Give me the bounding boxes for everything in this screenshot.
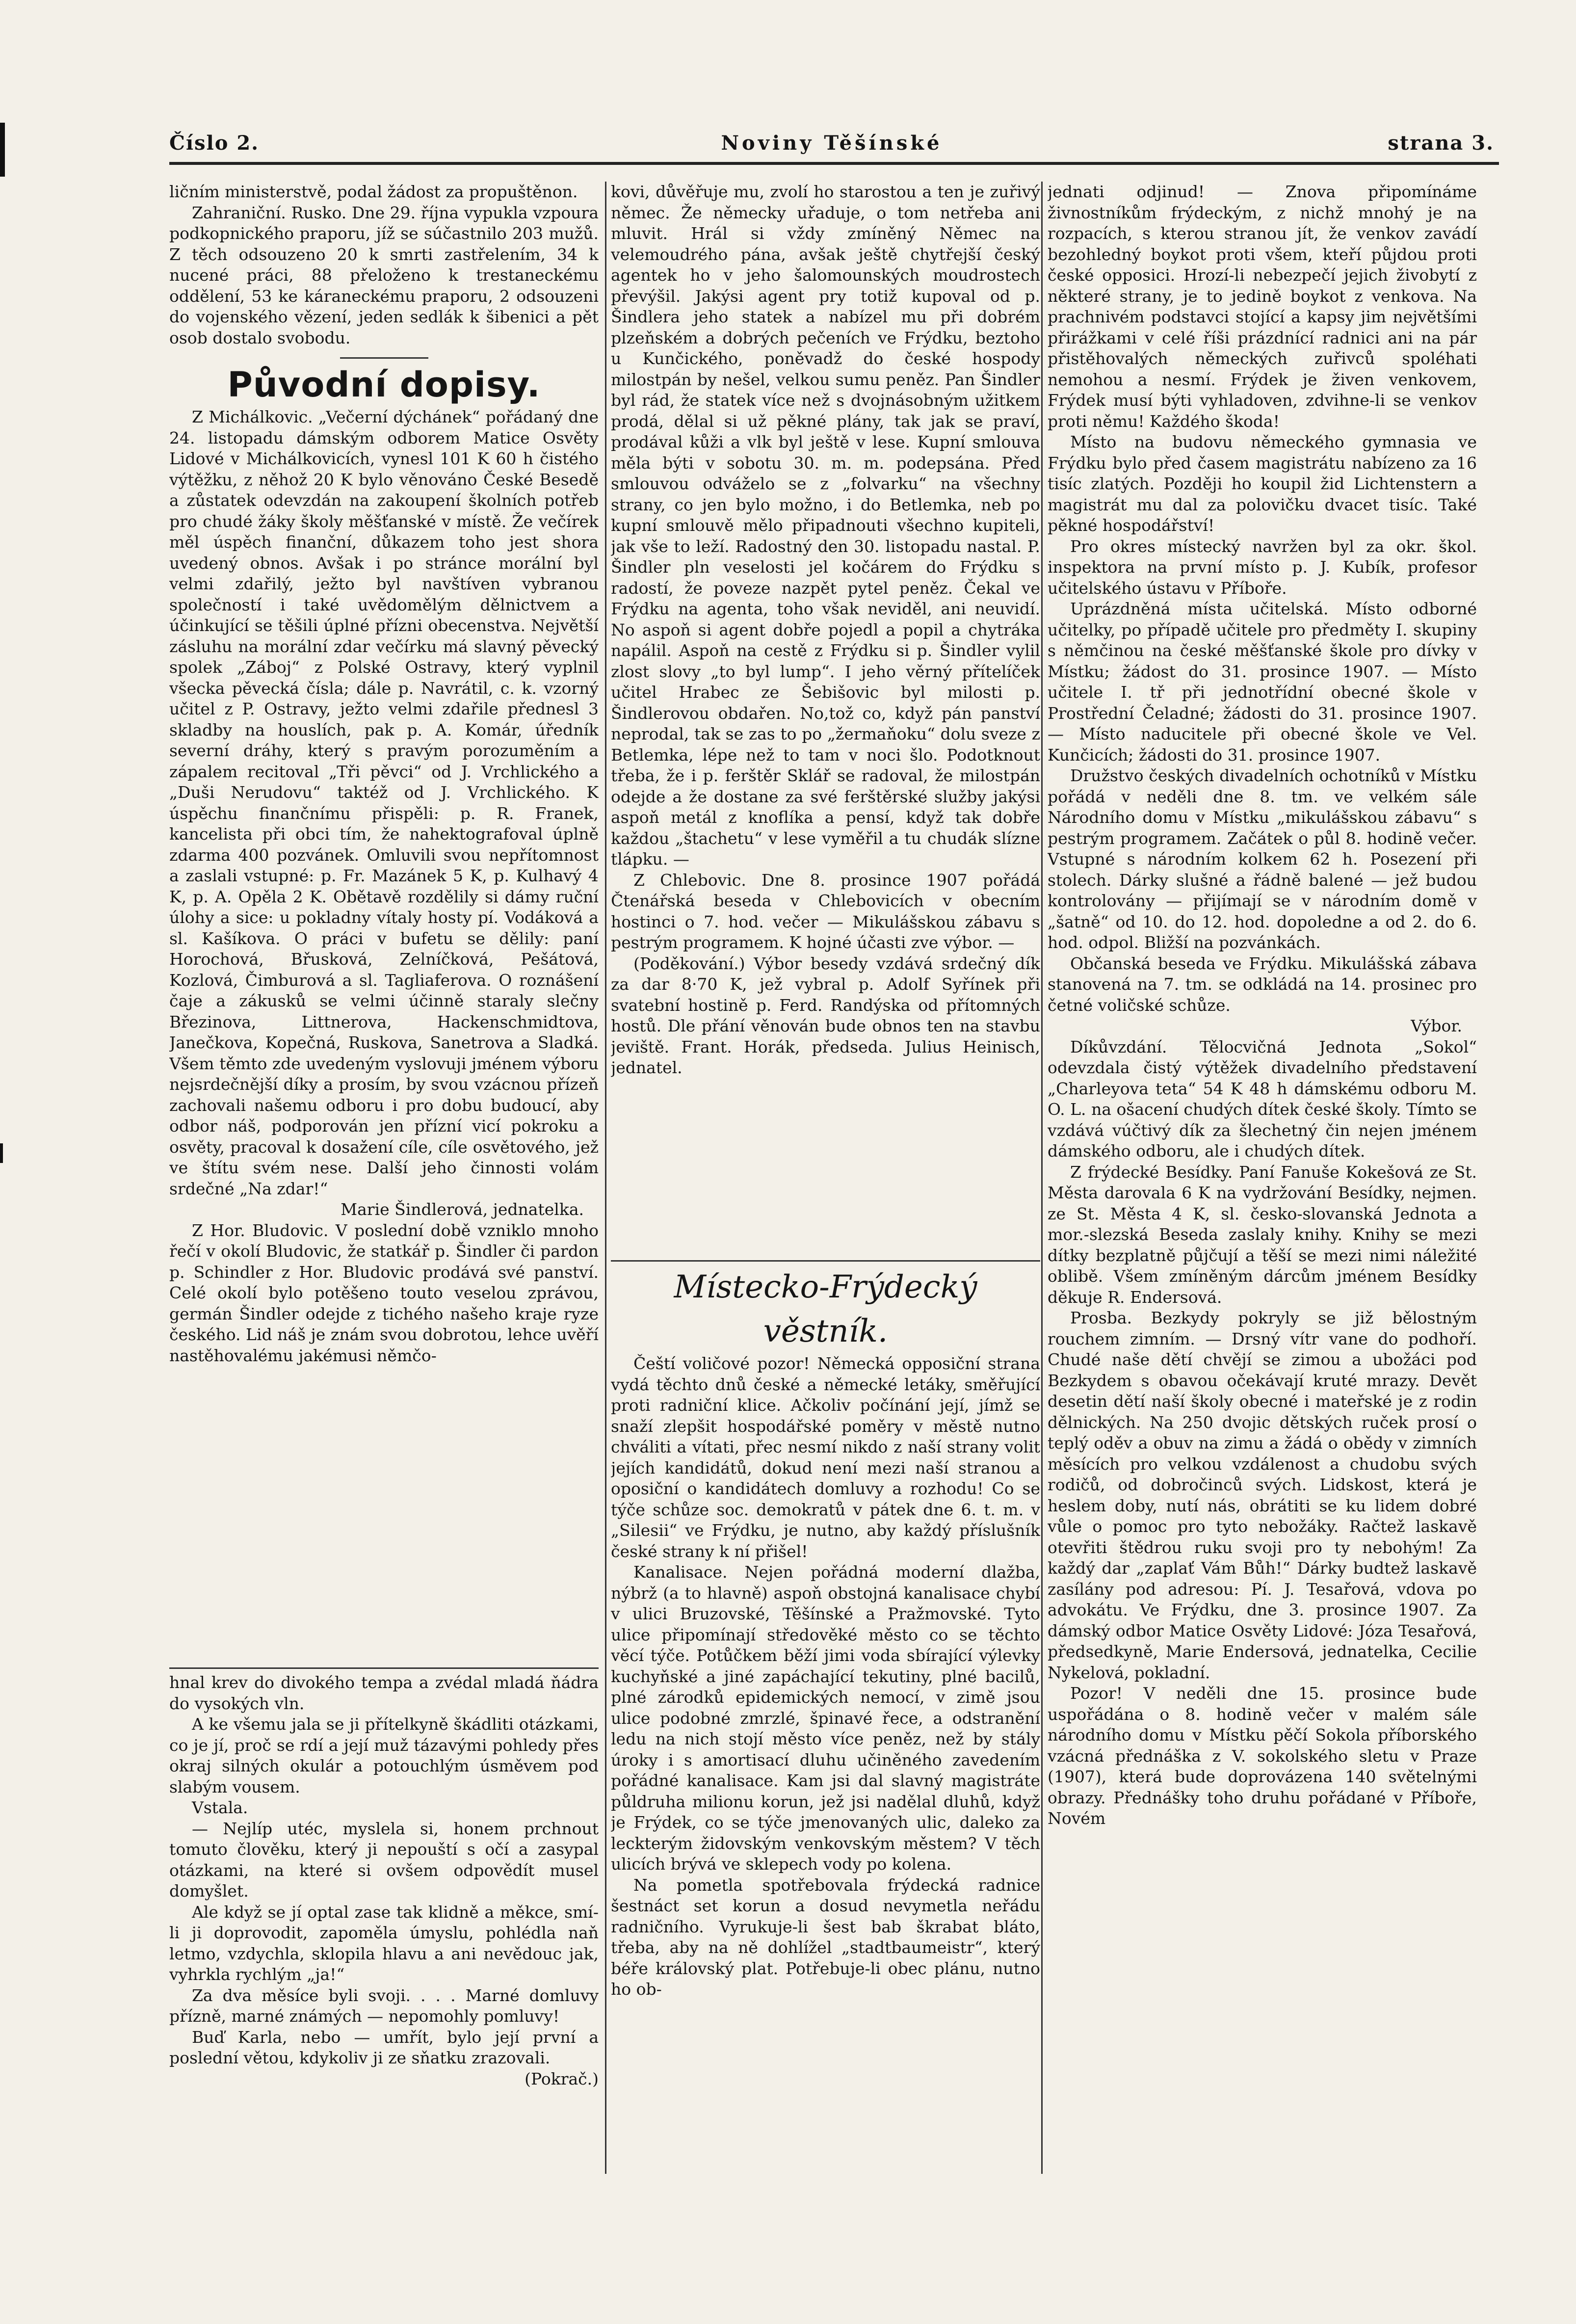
article-besidka: Z frýdecké Besídky. Paní Fanuše Kokešová ze St. Města darovala 6 K na vydržování Besídky, nejmen. ze St. Města 4 K, sl. česko-slovanská Jednota a mor.-slezská Beseda zaslaly knihy. Knihy se mezi dítky bezplatně půjčují a těší se mezi nimi náležité oblibě. Všem zmíněným dárcům jménem Besídky děkuje R. Endersová. — [1048, 1162, 1477, 1307]
article-plea: Prosba. Bezkydy pokryly se již bělostným rouchem zimním. — Drsný vítr vane do podhoří. Chudé naše dětí chvějí se zimou a ubožáci pod Bezkydem s obavou očekávají kruté mrazy. Devět desetin dětí naší školy obecné i mateřské je z rodin dělnických. Na 250 dvojic dětských ruček prosí o teplý oděv a obuv na zimu a žádá o obědy v zimních měsících pro velkou vzdálenost a chudobu svých rodičů, od dobročinců svých. Lidskost, která je heslem doby, nutí nás, obrátiti se ku lidem dobré vůle o pomoc pro tyto nebožáky. Račtež laskavě otevřiti štědrou ruku svoji pro ty nebohým! Za každý dar „zaplať Vám Bůh!“ Dárky budtež laskavě zasílány pod adresou: Pí. J. Tesařová, vdova po advokátu. Ve Frýdku, dne 3. prosince 1907. Za dámský odbor Matice Osvěty Lidové: Józa Tesařová, předsedkyně, Marie Endersová, jednatelka, Cecilie Nykelová, pokladní. — [1048, 1308, 1477, 1682]
scan-edge-mark — [0, 1143, 3, 1163]
signature: Výbor. — [1411, 1016, 1462, 1035]
scan-edge-mark — [0, 123, 5, 177]
issue-number: Číslo 2. — [169, 132, 260, 155]
section-divider — [611, 1260, 1040, 1262]
article-text: jednati odjinud! — Znova připomínáme živnostníkům frýdeckým, z nichž mnohý je na rozpacích, s kterou stranou jít, že venkov zavádí bezohledný boykot proti všem, kteří půjdou proti české opposici. Hrozí-li nebezpečí jejich živobytí z některé strany, je to jedině boykot z venkova. Na prachnivém podstavci stojící a kapsy jim největšími přirážkami v celé říši prázdnící radnici ani na pár přistěhovalých německých zuřivců spoléhati nemohou a nesmí. Frýdek je živen venkovem, Frýdek musí býti vyhladoven, zdvihne-li se venkov proti němu! Každého škoda! — [1048, 182, 1477, 431]
article-text: kovi, důvěřuje mu, zvolí ho starostou a ten je zuřivý němec. Že německy uřaduje, o tom netřeba ani mluvit. Hrál si vždy zmíněný Němec na velemoudrého pána, avšak ještě chytřejší český agentek ho v jeho šalomounských moudrostech převýšil. Jakýsi agent pry totiž kupoval od p. Šindlera jeho statek a nabízel mu při dobrém plzeňském a dobrých pečeních ve Frýdku, beztoho u Kunčického, poněvadž do české hospody milostpán by nešel, velkou sumu peněz. Pan Šindler byl rád, že statek více než s dvojnásobným užitkem prodá, dělal si už pěkné plány, tak jak se praví, prodával kůži a vlk byl ještě v lese. Kupní smlouva měla býti v sobotu 30. m. m. podepsána. Před smlouvou odváželo se z „folvarku“ na všechny strany, co jen bylo možno, i do Betlemka, neb po kupní smlouvě mělo připadnouti všechno kupiteli, jak vše to leží. Radostný den 30. listopadu nastal. P. Šindler pln veselosti jel kočárem do Frýdku s radostí, že poveze nazpět pytel peněz. Čekal ve Frýdku na agenta, toho však neviděl, ani neuvidí. No aspoň si agent dobře pojedl a popil a chytráka napálil. Aspoň na cestě z Frýdku si p. Šindler vylil zlost slovy „to byl lump“. I jeho věrný přítelíček učitel Hrabec ze Šebišovic byl milosti p. Šindlerovou obdařen. No,tož co, když pán panství neprodal, tak se zas to po „žermaňoku“ dolu sveze z Betlemka, lépe než to tam v noci šlo. Podotknout třeba, že i p. ferštěr Sklář se radoval, že milostpán odejde a že dostane za své ferštěrské služby jakýsi aspoň metál z knoflíka a pensí, když tak dobře každou „štachetu“ v lese vyměřil a tu chudák slízne tlápku. — — [611, 182, 1040, 869]
article-thanks: Díkůvzdání. Tělocvičná Jednota „Sokol“ odevzdala čistý výtěžek divadelního představení „Charleyova teta“ 54 K 48 h dámskému odboru M. O. L. na ošacení chudých dítek české školy. Tímto se vzdává vúčtivý dík za šlechetný čin nejen jménem dámského odboru, ale i chudých dítek. — [1048, 1037, 1477, 1161]
article-beseda: Občanská beseda ve Frýdku. Mikulášská zábava stanovená na 7. tm. se odkládá na 14. prosinec pro četné voličské schůze. — [1048, 953, 1477, 1015]
signature: Marie Šindlerová, jednatelka. — [341, 1200, 584, 1219]
acknowledgement: (Poděkování.) Výbor besedy vzdává srdečný dík za dar 8·70 K, jež vybral p. Adolf Syřínek při svatební hostině p. Ferd. Randýska od přítomných hostů. Dle přání věnován bude obnos ten na stavbu jeviště. Frant. Horák, předseda. Julius Heinisch, jednatel. — [611, 953, 1040, 1077]
column-2-lower — [611, 1265, 1040, 2173]
article-sewerage: Kanalisace. Nejen pořádná moderní dlažba, nýbrž (a to hlavně) aspoň obstojná kanalisace chybí v ulici Bruzovské, Těšínské a Pražmovské. Tyto ulice připomínají středověké město co se těchto věcí týče. Potůčkem běží jimi voda sbírající výlevky kuchyňské a jiné zapáchající tekutiny, plné bacilů, plné zárodků epidemických nemocí, v zimě jsou ulice podobné zmrzlé, špinavé řece, a odstranění ledu na nich stojí město více peněz, než by stály úroky i s amortisací dluhu učiněného zavedením pořádné kanalisace. Kam jsi dal slavný magistráte půldruha milionu korun, jež jsi nadělal dluhů, když je Frýdek, co se týče jmenovaných ulic, daleko za leckterým židovským venkovským městem? V těch ulicích brývá ve sklepech vody po kolena. — [611, 1562, 1040, 1874]
page-header — [169, 132, 1494, 161]
article-vacancies: Uprázdněná místa učitelská. Místo odborné učitelky, po případě učitele pro předměty I. skupiny s němčinou na české měšťanské škole pro dívky v Místku; žádost do 31. prosince 1907. — Místo učitele I. tř při jednotřídní obecné škole v Prostřední Čeladné; žádosti do 31. prosince 1907. — Místo naducitele při obecné škole ve Vel. Kunčicích; žádosti do 31. prosince 1907. — [1048, 599, 1477, 765]
foreign-news: Zahraniční. Rusko. Dne 29. října vypukla vzpoura podkopnického praporu, jíž se súčastnilo 203 mužů. Z těch odsouzeno 20 k smrti zastřelením, 34 k nucené práci, 88 přeloženo k trestaneckému oddělení, 53 ke káraneckému praporu, 2 odsouzeni do vojenského vězení, jeden sedlák k šibenici a pět osob dostalo svobodu. — [169, 203, 599, 347]
column-divider — [1041, 182, 1043, 2174]
divider — [340, 357, 428, 359]
section-title: Místecko-Frýdecký věstník. — [674, 1269, 977, 1349]
article-lecture: Pozor! V neděli dne 15. prosince bude uspořádána o 8. hodině večer v malém sále národního domu v Místku pěčí Sokola příborského vzácná přednáška z V. sokolského sletu v Praze (1907), která bude doprovázena 140 světelnými obrazy. Přednášky toho druhu pořádané v Příboře, Novém — [1048, 1684, 1477, 1828]
letter-bludovice: Z Hor. Bludovic. V poslední době vzniklo mnoho řečí v okolí Bludovic, že statkář p. Šindler či pardon p. Schindler z Hor. Bludovic prodává své panství. Celé okolí bylo potěšeno touto veselou zprávou, germán Šindler odejde z tichého našeho kraje ryze českého. Lid náš je znám svou dobrotou, lehce uvěří nastěhovalému jakémusi němčo- — [169, 1220, 599, 1365]
article-inspector: Pro okres místecký navržen byl za okr. škol. inspektora na první místo p. J. Kubík, profesor učitelského ústavu v Příboře. — [1048, 536, 1477, 598]
feuilleton-text: A ke všemu jala se ji přítelkyně škádliti otázkami, co je jí, proč se rdí a její muž tázavými pohledy přes okraj silných okulár a potouchlým úsměvem pod slabým vousem. — [169, 1715, 599, 1796]
feuilleton-text: hnal krev do divokého tempa a zvédal mladá ňádra do vysokých vln. — [169, 1673, 599, 1713]
article-text: ličním ministerstvě, podal žádost za propuštěnon. — [169, 182, 578, 201]
feuilleton-text: Buď Karla, nebo — umřít, bylo její první a poslední větou, kdykoliv ji ze sňatku zrazovali. — [169, 2027, 599, 2067]
feuilleton-text: — Nejlíp utéc, myslela si, honem prchnout tomuto člověku, který ji nepouští s očí a zasypal otázkami, na které si ovšem odpovědít musel domyšlet. — [169, 1819, 599, 1901]
feuilleton-divider — [169, 1667, 599, 1669]
feuilleton-text: Vstala. — [192, 1798, 248, 1817]
header-rule — [169, 162, 1499, 165]
column-3 — [1048, 182, 1477, 2174]
column-2 — [611, 182, 1040, 1254]
feuilleton-text: Za dva měsíce byli svoji. . . . Marné domluvy přízně, marné známých — nepomohly pomluvy! — [169, 1985, 599, 2026]
article-brooms: Na pometla spotřebovala frýdecká radnice šestnáct set korun a dosud nevymetla neřádu radničního. Vyrukuje-li šest bab škrabat bláto, třeba, aby na ně dohlížel „stadtbaumeistr“, který béře královský plat. Potřebuje-li obec plánu, nutno ho ob- — [611, 1875, 1040, 1999]
column-divider — [605, 182, 606, 2174]
article-voters: Čeští voličové pozor! Německá opposiční strana vydá těchto dnů české a německé letáky, směřující proti radniční klice. Ačkoliv počínání její, jímž se snaží zlepšit hospodářské poměry v městě nutno chváliti a vítati, přec nesmí nikdo z naší strany volit jejích kandidátů, dokud není mezi naší stranou a oposiční o kandidátech domluvy a rozhodu! Co se týče schůze soc. demokratů v pátek dne 6. t. m. v „Silesii“ ve Frýdku, je nutno, aby každý příslušník české strany k ní přišel! — [611, 1354, 1040, 1561]
notice-chlebovice: Z Chlebovic. Dne 8. prosince 1907 pořádá Čtenářská beseda v Chlebovicích v obecním hostinci o 7. hod. večer — Mikulášskou zábavu s pestrým programem. K hojné účasti zve výbor. — — [611, 870, 1040, 952]
section-title: Původní dopisy. — [227, 365, 541, 405]
continuation-note: (Pokrač.) — [525, 2069, 599, 2088]
letter-michalkovice: Z Michálkovic. „Večerní dýchánek“ pořádaný dne 24. listopadu dámským odborem Matice Osvěty Lidové v Michálkovicích, vynesl 101 K 60 h čistého výtěžku, z něhož 20 K bylo věnováno České Besedě a zůstatek odevzdán na zakoupení školních potřeb pro chudé žáky školy měšťanské v místě. Že večírek měl úspěch finanční, důkazem toho jest shora uvedený obnos. Avšak i po stránce morální byl velmi zdařilý, ježto byl navštíven vybranou společností i také uvědomělým dělnictvem a účinkující se těšili úplné přízni obecenstva. Největší zásluhu na morální zdar večírku má slavný pěvecký spolek „Záboj“ z Polské Ostravy, který vyplnil všecka pěvecká čísla; dále p. Navrátil, c. k. vzorný učitel z P. Ostravy, ježto velmi zdařile přednesl 3 skladby na houslích, pak p. A. Komár, úředník severní dráhy, který s pravým porozuměním a zápalem recitoval „Tři pěvci“ od J. Vrchlického a „Duši Nerudovu“ taktéž od J. Vrchlického. K úspěchu finančnímu přispěli: p. R. Franek, kancelista při obci tím, že nahektografoval úplně zdarma 400 pozvánek. Omluvili svou nepřítomnost a zaslali vstupné: p. Fr. Mazánek 5 K, p. Kulhavý 4 K, p. A. Opěla 2 K. Obětavě rozdělily si dámy ruční úlohy a sice: u pokladny vítaly hosty pí. Vodáková a sl. Kašíkova. O práci v bufetu se dělily: paní Horochová, Břusková, Zelníčková, Pešátová, Kozlová, Čimburová a sl. Tagliaferova. O roznášení čaje a zákusků se velmi účinně staraly slečny Březinova, Littnerova, Hackenschmidtova, Janečkova, Kopečná, Ruskova, Sanetrova a Sladká. Všem těmto zde uvedeným vyslovuji jménem výboru nejsrdečnější díky a prosím, by svou vzácnou přízeň zachovali našemu odboru i pro dobu budoucí, aby odbor náš, podporován jen přízní vicí pokroku a osvěty, pracoval k dosažení cíle, cíle osvětového, jež ve štítu svém nese. Další jeho činnosti volám srdečné „Na zdar!“ — [169, 407, 599, 1198]
article-theatre: Družstvo českých divadelních ochotníků v Místku pořádá v neděli dne 8. tm. ve velkém sále Národního domu v Místku „mikulášskou zábavu“ s pestrým programem. Začátek o půl 8. hodině večer. Vstupné s národním kolkem 62 h. Posezení při stolech. Dárky slušné a řádně balené — jež budou kontrolovány — přijímají se v národním domě v „šatně“ od 10. do 12. hod. dopoledne a od 2. do 6. hod. odpol. Bližší na pozvánkách. — [1048, 766, 1477, 952]
newspaper-title: Noviny Těšínské — [721, 132, 943, 155]
article-gymnasium: Místo na budovu německého gymnasia ve Frýdku bylo před časem magistrátu nabízeno za 16 tisíc zlatých. Později ho koupil žid Lichtenstern a magistrát mu dal za polovičku dvacet tisíc. Také pěkné hospodářství! — [1048, 432, 1477, 535]
page-number: strana 3. — [1388, 132, 1494, 155]
feuilleton-text: Ale když se jí optal zase tak klidně a měkce, smí-li ji doprovodit, zapoměla úmyslu, pohlédla naň letmo, vzdychla, sklopila hlavu a ani nevědouc jak, vyhrkla rychlým „ja!“ — [169, 1902, 599, 1984]
feuilleton-column — [169, 1672, 599, 2173]
column-1 — [169, 182, 599, 1664]
